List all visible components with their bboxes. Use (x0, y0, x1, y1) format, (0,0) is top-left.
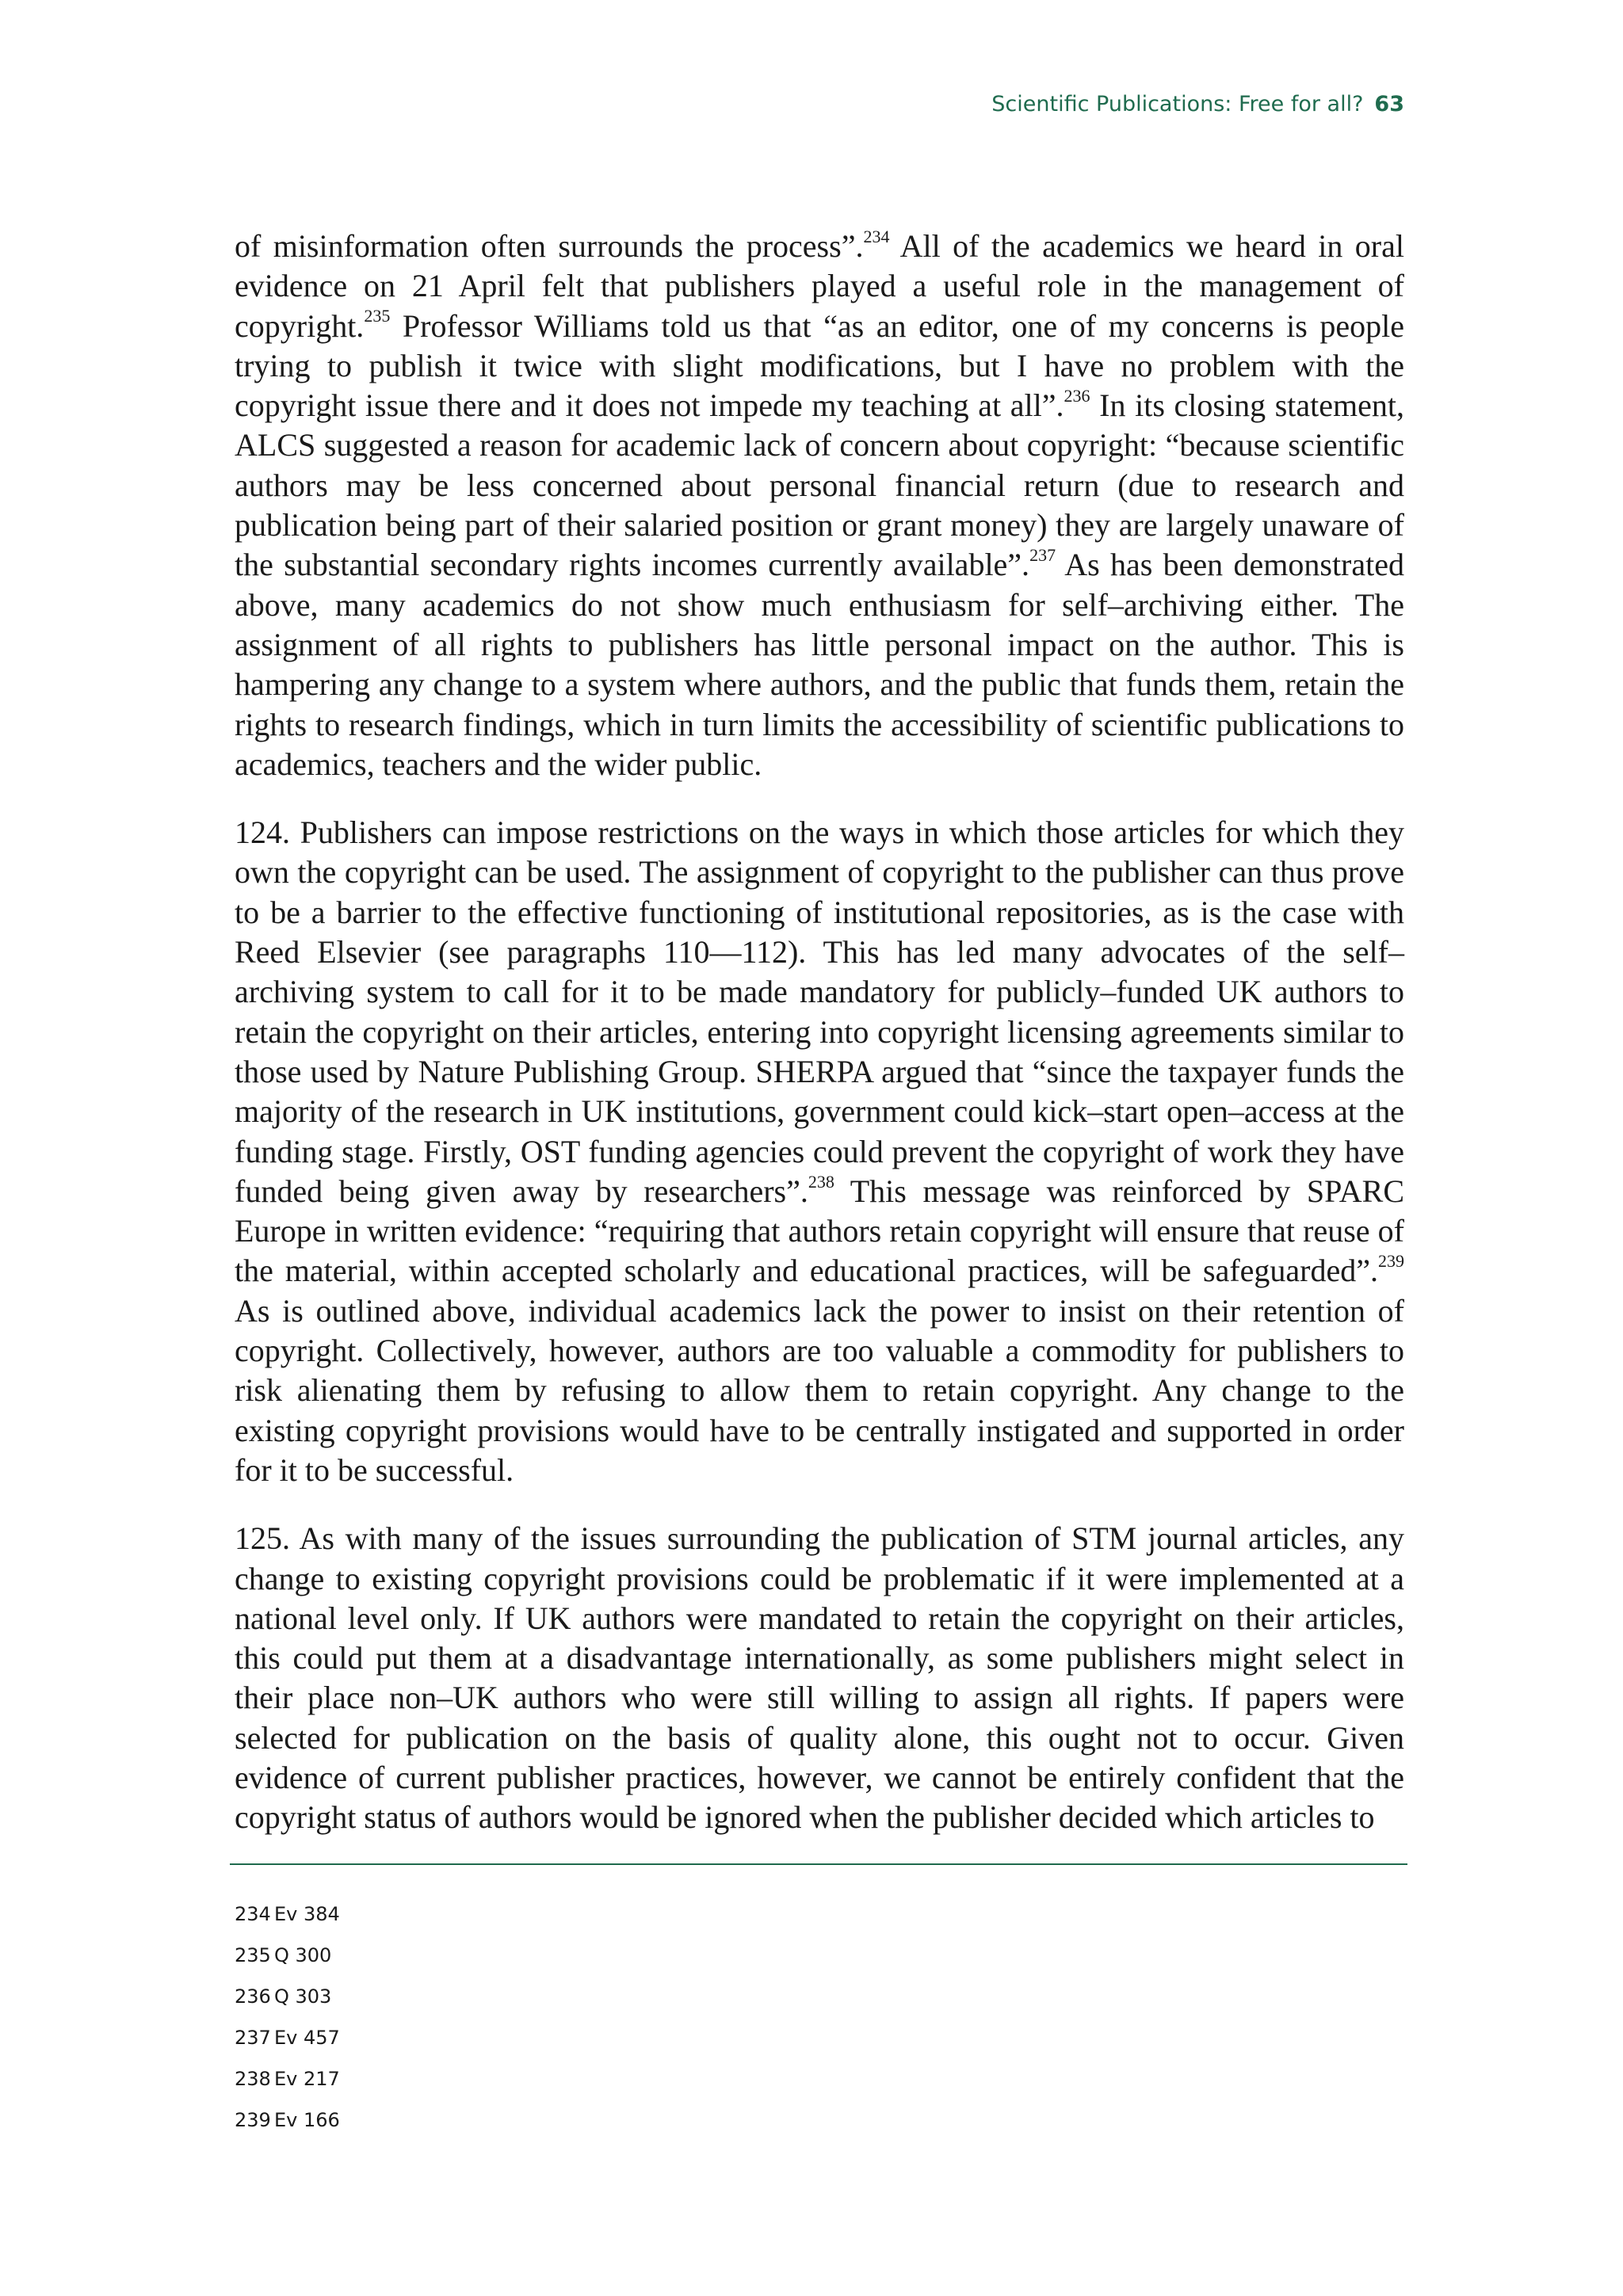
paragraph-text: In its closing statement, ALCS suggested a reason for academic lack of concern about copyright: “because scientific authors may be less concerned about personal financial return (due to research and publication being part of their salaried position or grant money) they are largely unaware of the substantial secondary rights incomes currently available”. (235, 387, 1404, 583)
footnote-number: 235 (235, 1944, 271, 1966)
footnote-reference: Q 303 (274, 1985, 332, 2008)
footnote-marker[interactable]: 237 (1029, 545, 1056, 566)
footnote-number: 239 (235, 2109, 271, 2131)
paragraph-text: This message was reinforced by SPARC Europe in written evidence: “requiring that authors retain copyright will ensure that reuse of the material, within accepted scholarly and educational practices, will be safeguarded”. (235, 1173, 1404, 1289)
footnote-marker[interactable]: 235 (364, 306, 391, 326)
paragraph-text: Professor Williams told us that “as an editor, one of my concerns is people trying to publish it twice with slight modifications, but I have no problem with the copyright issue there and it does not impede my teaching at all”. (235, 307, 1404, 424)
footnote-item (235, 1944, 340, 1985)
paragraph-text: As has been demonstrated above, many academics do not show much enthusiasm for self–archiving either. The assignment of all rights to publishers has little personal impact on the author. This is hampering any change to a system where authors, and the public that funds them, retain the rights to research findings, which in turn limits the accessibility of scientific publications to academics, teachers and the wider public. (235, 547, 1404, 782)
footnote-item (235, 2109, 340, 2150)
footnote-reference: Q 300 (274, 1944, 332, 1966)
footnote-reference: Ev 217 (274, 2068, 340, 2090)
footnote-number: 236 (235, 1985, 271, 2008)
paragraph (235, 227, 1404, 784)
footnote-item (235, 1985, 340, 2027)
footnote-marker[interactable]: 238 (808, 1171, 834, 1192)
footnote-reference: Ev 384 (274, 1903, 340, 1925)
footnote-marker[interactable]: 236 (1064, 385, 1090, 406)
footnote-marker[interactable]: 239 (1378, 1251, 1404, 1272)
footnote-number: 237 (235, 2027, 271, 2049)
footnote-item (235, 2068, 340, 2109)
paragraph-text: 124. Publishers can impose restrictions on the ways in which those articles for which they own the copyright can be used. The assignment of copyright to the publisher can thus prove to be a barrier to the effective functioning of institutional repositories, as is the case with Reed Elsevier (see paragraphs 110—112). This has led many advocates of the self–archiving system to call for it to be made mandatory for publicly–funded UK authors to retain the copyright on their articles, entering into copyright licensing agreements similar to those used by Nature Publishing Group. SHERPA argued that “since the taxpayer funds the majority of the research in UK institutions, government could kick–start open–access at the funding stage. Firstly, OST funding agencies could prevent the copyright of work they have funded being given away by researchers”. (235, 814, 1404, 1209)
paragraph-text: As is outlined above, individual academics lack the power to insist on their retention of copyright. Collectively, however, authors are too valuable a commodity for publishers to risk alienating them by refusing to allow them to retain copyright. Any change to the existing copyright provisions would have to be centrally instigated and supported in order for it to be successful. (235, 1292, 1404, 1488)
footnote-item (235, 2027, 340, 2068)
paragraph-125 (235, 1519, 1404, 1837)
paragraph-text: of misinformation often surrounds the process”. (235, 228, 864, 264)
paragraph-124 (235, 813, 1404, 1490)
paragraph-text: All of the academics we heard in oral evidence on 21 April felt that publishers played a useful role in the management of copyright. (235, 228, 1404, 344)
footnote-reference: Ev 457 (274, 2027, 340, 2049)
footnotes (235, 1903, 340, 2150)
footnote-item (235, 1903, 340, 1944)
footnote-number: 234 (235, 1903, 271, 1925)
footnote-divider (230, 1863, 1407, 1865)
body-text (235, 227, 1404, 1867)
footnote-marker[interactable]: 234 (863, 226, 890, 246)
footnote-number: 238 (235, 2068, 271, 2090)
header-title: Scientific Publications: Free for all? (991, 92, 1364, 116)
running-header (991, 92, 1404, 116)
page-number: 63 (1374, 92, 1404, 116)
footnote-reference: Ev 166 (274, 2109, 340, 2131)
paragraph-text: 125. As with many of the issues surrounding the publication of STM journal articles, any change to existing copyright provisions could be problematic if it were implemented at a national level only. If UK authors were mandated to retain the copyright on their articles, this could put them at a disadvantage internationally, as some publishers might select in their place non–UK authors who were still willing to assign all rights. If papers were selected for publication on the basis of quality alone, this ought not to occur. Given evidence of current publisher practices, however, we cannot be entirely confident that the copyright status of authors would be ignored when the publisher decided which articles to (235, 1520, 1404, 1836)
